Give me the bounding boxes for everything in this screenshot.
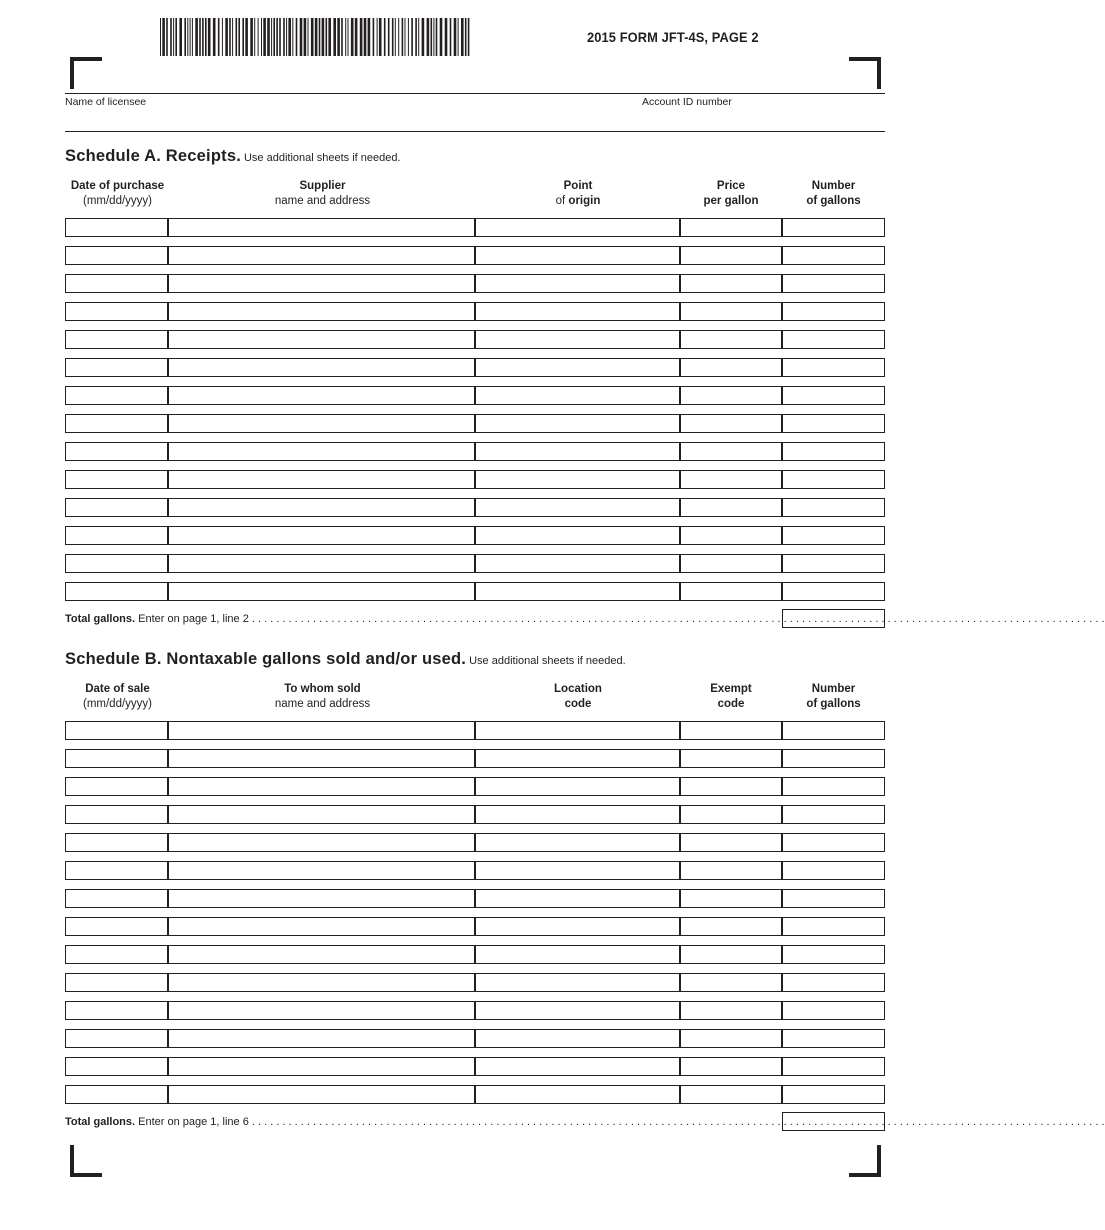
schedule-b-col-date <box>65 682 170 712</box>
schedule-b-gallons-field[interactable] <box>782 861 885 880</box>
col-label: Date of purchase <box>70 180 165 192</box>
schedule-a-title <box>65 147 401 166</box>
schedule-a-gallons-field[interactable] <box>782 526 885 545</box>
schedule-a-date-field[interactable] <box>65 302 168 321</box>
schedule-a-price-exempt-field[interactable] <box>680 498 782 517</box>
schedule-b-name-address-field[interactable] <box>168 1085 475 1104</box>
schedule-a-col-gallons <box>782 179 885 209</box>
schedule-b-col-gallons <box>782 682 885 712</box>
schedule-b-price-exempt-field[interactable] <box>680 777 782 796</box>
schedule-a-origin-location-field[interactable] <box>475 554 680 573</box>
schedule-b-name-address-field[interactable] <box>168 861 475 880</box>
schedule-b-gallons-field[interactable] <box>782 721 885 740</box>
col-sublabel-bold: origin <box>568 195 601 207</box>
registration-mark-bottom-right <box>849 1145 881 1177</box>
schedule-b-gallons-field[interactable] <box>782 777 885 796</box>
name-field-underline[interactable] <box>65 131 885 132</box>
schedule-b-date-field[interactable] <box>65 861 168 880</box>
schedule-b-date-field[interactable] <box>65 777 168 796</box>
total-instruction: Enter on page 1, line 2 <box>135 613 249 625</box>
col-label: Date of sale <box>85 683 150 695</box>
schedule-b-date-field[interactable] <box>65 889 168 908</box>
schedule-b-date-field[interactable] <box>65 721 168 740</box>
schedule-b-price-exempt-field[interactable] <box>680 917 782 936</box>
schedule-b-name-address-field[interactable] <box>168 889 475 908</box>
schedule-b-col-whom <box>170 682 475 712</box>
schedule-b-origin-location-field[interactable] <box>475 973 680 992</box>
schedule-a-date-field[interactable] <box>65 498 168 517</box>
schedule-a-total-line <box>65 613 1105 625</box>
col-sublabel: code <box>564 698 592 710</box>
schedule-a-origin-location-field[interactable] <box>475 330 680 349</box>
col-label: Point <box>563 180 593 192</box>
schedule-a-origin-location-field[interactable] <box>475 470 680 489</box>
schedule-a-gallons-field[interactable] <box>782 358 885 377</box>
col-label: Exempt <box>710 683 752 695</box>
schedule-a-gallons-field[interactable] <box>782 470 885 489</box>
schedule-a-gallons-field[interactable] <box>782 414 885 433</box>
schedule-b-gallons-field[interactable] <box>782 1001 885 1020</box>
schedule-b-origin-location-field[interactable] <box>475 945 680 964</box>
total-label: Total gallons. <box>65 613 136 625</box>
schedule-a-name-address-field[interactable] <box>168 498 475 517</box>
schedule-a-origin-location-field[interactable] <box>475 274 680 293</box>
schedule-a-date-field[interactable] <box>65 526 168 545</box>
schedule-a-origin-location-field[interactable] <box>475 442 680 461</box>
schedule-b-date-field[interactable] <box>65 945 168 964</box>
leader-dots: . . . . . . . . . . . . . . . . . . . . . . . . . . . . . . . . . . . . . . . . . . . . . . . . . . . . . . . . . . . . . . . . . . . . . . . . . . . . . . . . . . . . . . . . . . . . . . . . . . . . . . . . . . . . . . . . . . . . . . . . . . . . . . . . . . . . . . . . . . . . <box>248 1116 1105 1128</box>
registration-mark-top-right <box>849 57 881 89</box>
col-sublabel: (mm/dd/yyyy) <box>83 195 152 207</box>
schedule-b-name-address-field[interactable] <box>168 1001 475 1020</box>
schedule-b-gallons-field[interactable] <box>782 1029 885 1048</box>
schedule-a-price-exempt-field[interactable] <box>680 274 782 293</box>
schedule-b-origin-location-field[interactable] <box>475 1057 680 1076</box>
schedule-a-gallons-field[interactable] <box>782 246 885 265</box>
schedule-b-origin-location-field[interactable] <box>475 833 680 852</box>
leader-dots: . . . . . . . . . . . . . . . . . . . . . . . . . . . . . . . . . . . . . . . . . . . . . . . . . . . . . . . . . . . . . . . . . . . . . . . . . . . . . . . . . . . . . . . . . . . . . . . . . . . . . . . . . . . . . . . . . . . . . . . . . . . . . . . . . . . . . . . . . . . . <box>248 613 1105 625</box>
schedule-b-price-exempt-field[interactable] <box>680 1085 782 1104</box>
barcode-icon <box>160 18 470 56</box>
schedule-a-name-address-field[interactable] <box>168 218 475 237</box>
schedule-b-gallons-field[interactable] <box>782 805 885 824</box>
col-label: Supplier <box>299 180 346 192</box>
schedule-b-name-address-field[interactable] <box>168 945 475 964</box>
schedule-a-price-exempt-field[interactable] <box>680 582 782 601</box>
schedule-b-name-address-field[interactable] <box>168 973 475 992</box>
schedule-a-date-field[interactable] <box>65 246 168 265</box>
col-sublabel: name and address <box>274 195 371 207</box>
schedule-b-date-field[interactable] <box>65 1085 168 1104</box>
schedule-a-name-address-field[interactable] <box>168 246 475 265</box>
schedule-a-price-exempt-field[interactable] <box>680 218 782 237</box>
col-label: Number <box>811 180 856 192</box>
schedule-a-price-exempt-field[interactable] <box>680 302 782 321</box>
col-sublabel: per gallon <box>703 195 759 207</box>
col-sublabel: (mm/dd/yyyy) <box>83 698 152 710</box>
schedule-b-date-field[interactable] <box>65 1029 168 1048</box>
schedule-a-price-exempt-field[interactable] <box>680 386 782 405</box>
schedule-b-name-address-field[interactable] <box>168 917 475 936</box>
schedule-a-name-address-field[interactable] <box>168 442 475 461</box>
schedule-a-origin-location-field[interactable] <box>475 414 680 433</box>
schedule-a-price-exempt-field[interactable] <box>680 442 782 461</box>
col-sublabel: of gallons <box>806 698 861 710</box>
account-id-label: Account ID number <box>642 96 732 108</box>
schedule-a-gallons-field[interactable] <box>782 330 885 349</box>
schedule-a-name-address-field[interactable] <box>168 526 475 545</box>
total-instruction: Enter on page 1, line 6 <box>135 1116 249 1128</box>
schedule-a-total-gallons-field[interactable] <box>782 609 885 628</box>
schedule-a-date-field[interactable] <box>65 274 168 293</box>
schedule-a-gallons-field[interactable] <box>782 554 885 573</box>
schedule-a-gallons-field[interactable] <box>782 218 885 237</box>
schedule-a-col-origin <box>476 179 680 209</box>
schedule-a-gallons-field[interactable] <box>782 302 885 321</box>
schedule-b-name-address-field[interactable] <box>168 805 475 824</box>
schedule-b-gallons-field[interactable] <box>782 945 885 964</box>
schedule-a-origin-location-field[interactable] <box>475 526 680 545</box>
schedule-a-date-field[interactable] <box>65 358 168 377</box>
schedule-b-heading: Schedule B. Nontaxable gallons sold and/or used. <box>65 650 467 668</box>
schedule-a-gallons-field[interactable] <box>782 582 885 601</box>
schedule-b-price-exempt-field[interactable] <box>680 1057 782 1076</box>
schedule-b-name-address-field[interactable] <box>168 777 475 796</box>
schedule-b-price-exempt-field[interactable] <box>680 833 782 852</box>
schedule-a-origin-location-field[interactable] <box>475 582 680 601</box>
schedule-b-origin-location-field[interactable] <box>475 1001 680 1020</box>
schedule-a-date-field[interactable] <box>65 470 168 489</box>
schedule-b-date-field[interactable] <box>65 917 168 936</box>
schedule-a-col-supplier <box>170 179 475 209</box>
schedule-b-origin-location-field[interactable] <box>475 749 680 768</box>
schedule-b-note: Use additional sheets if needed. <box>469 655 626 667</box>
schedule-b-total-line <box>65 1116 1105 1128</box>
registration-mark-bottom-left <box>70 1145 102 1177</box>
schedule-b-gallons-field[interactable] <box>782 889 885 908</box>
schedule-b-title <box>65 650 626 669</box>
form-title: 2015 FORM JFT-4S, PAGE 2 <box>587 29 759 45</box>
schedule-b-gallons-field[interactable] <box>782 833 885 852</box>
schedule-a-date-field[interactable] <box>65 414 168 433</box>
schedule-b-gallons-field[interactable] <box>782 973 885 992</box>
schedule-a-name-address-field[interactable] <box>168 554 475 573</box>
schedule-b-name-address-field[interactable] <box>168 721 475 740</box>
col-sublabel: code <box>717 698 745 710</box>
schedule-a-price-exempt-field[interactable] <box>680 358 782 377</box>
schedule-b-origin-location-field[interactable] <box>475 721 680 740</box>
schedule-b-price-exempt-field[interactable] <box>680 721 782 740</box>
schedule-b-date-field[interactable] <box>65 973 168 992</box>
schedule-b-col-location <box>476 682 680 712</box>
schedule-b-date-field[interactable] <box>65 1001 168 1020</box>
schedule-b-price-exempt-field[interactable] <box>680 973 782 992</box>
schedule-a-date-field[interactable] <box>65 218 168 237</box>
schedule-b-price-exempt-field[interactable] <box>680 861 782 880</box>
schedule-b-origin-location-field[interactable] <box>475 805 680 824</box>
schedule-b-col-exempt <box>680 682 782 712</box>
total-label: Total gallons. <box>65 1116 136 1128</box>
schedule-b-date-field[interactable] <box>65 805 168 824</box>
schedule-b-name-address-field[interactable] <box>168 749 475 768</box>
schedule-a-name-address-field[interactable] <box>168 414 475 433</box>
col-label: Price <box>716 180 746 192</box>
schedule-a-origin-location-field[interactable] <box>475 302 680 321</box>
schedule-b-name-address-field[interactable] <box>168 1057 475 1076</box>
schedule-a-name-address-field[interactable] <box>168 386 475 405</box>
schedule-a-name-address-field[interactable] <box>168 358 475 377</box>
schedule-b-price-exempt-field[interactable] <box>680 945 782 964</box>
schedule-a-name-address-field[interactable] <box>168 582 475 601</box>
schedule-b-name-address-field[interactable] <box>168 1029 475 1048</box>
schedule-a-name-address-field[interactable] <box>168 470 475 489</box>
schedule-a-date-field[interactable] <box>65 582 168 601</box>
schedule-b-origin-location-field[interactable] <box>475 777 680 796</box>
schedule-a-price-exempt-field[interactable] <box>680 526 782 545</box>
schedule-a-gallons-field[interactable] <box>782 442 885 461</box>
schedule-a-origin-location-field[interactable] <box>475 358 680 377</box>
schedule-a-price-exempt-field[interactable] <box>680 414 782 433</box>
header-divider <box>65 93 885 94</box>
schedule-a-origin-location-field[interactable] <box>475 246 680 265</box>
name-of-licensee-label: Name of licensee <box>65 96 147 108</box>
schedule-b-date-field[interactable] <box>65 749 168 768</box>
schedule-a-gallons-field[interactable] <box>782 274 885 293</box>
col-label: Number <box>811 683 856 695</box>
schedule-b-origin-location-field[interactable] <box>475 1085 680 1104</box>
col-label: Location <box>554 683 602 695</box>
schedule-a-date-field[interactable] <box>65 442 168 461</box>
schedule-a-col-date <box>65 179 170 209</box>
schedule-a-origin-location-field[interactable] <box>475 218 680 237</box>
col-sublabel: name and address <box>274 698 371 710</box>
schedule-b-origin-location-field[interactable] <box>475 1029 680 1048</box>
schedule-b-price-exempt-field[interactable] <box>680 889 782 908</box>
schedule-a-price-exempt-field[interactable] <box>680 554 782 573</box>
schedule-a-price-exempt-field[interactable] <box>680 246 782 265</box>
col-sublabel: of <box>555 195 569 207</box>
schedule-b-date-field[interactable] <box>65 833 168 852</box>
schedule-a-gallons-field[interactable] <box>782 386 885 405</box>
schedule-a-date-field[interactable] <box>65 386 168 405</box>
col-sublabel: of gallons <box>806 195 861 207</box>
schedule-a-name-address-field[interactable] <box>168 274 475 293</box>
schedule-b-gallons-field[interactable] <box>782 1085 885 1104</box>
schedule-a-heading: Schedule A. Receipts. <box>65 147 241 165</box>
schedule-a-note: Use additional sheets if needed. <box>243 152 401 164</box>
schedule-a-name-address-field[interactable] <box>168 330 475 349</box>
registration-mark-top-left <box>70 57 102 89</box>
schedule-b-price-exempt-field[interactable] <box>680 805 782 824</box>
schedule-a-gallons-field[interactable] <box>782 498 885 517</box>
schedule-a-col-price <box>680 179 782 209</box>
schedule-a-origin-location-field[interactable] <box>475 498 680 517</box>
col-label: To whom sold <box>284 683 361 695</box>
schedule-b-origin-location-field[interactable] <box>475 861 680 880</box>
schedule-a-name-address-field[interactable] <box>168 302 475 321</box>
schedule-a-date-field[interactable] <box>65 330 168 349</box>
schedule-b-total-gallons-field[interactable] <box>782 1112 885 1131</box>
schedule-b-gallons-field[interactable] <box>782 749 885 768</box>
schedule-a-price-exempt-field[interactable] <box>680 470 782 489</box>
schedule-a-date-field[interactable] <box>65 554 168 573</box>
schedule-b-date-field[interactable] <box>65 1057 168 1076</box>
schedule-b-price-exempt-field[interactable] <box>680 1029 782 1048</box>
schedule-b-name-address-field[interactable] <box>168 833 475 852</box>
schedule-a-origin-location-field[interactable] <box>475 386 680 405</box>
schedule-b-origin-location-field[interactable] <box>475 917 680 936</box>
schedule-b-gallons-field[interactable] <box>782 917 885 936</box>
schedule-b-origin-location-field[interactable] <box>475 889 680 908</box>
schedule-b-price-exempt-field[interactable] <box>680 1001 782 1020</box>
schedule-b-gallons-field[interactable] <box>782 1057 885 1076</box>
schedule-b-price-exempt-field[interactable] <box>680 749 782 768</box>
schedule-a-price-exempt-field[interactable] <box>680 330 782 349</box>
